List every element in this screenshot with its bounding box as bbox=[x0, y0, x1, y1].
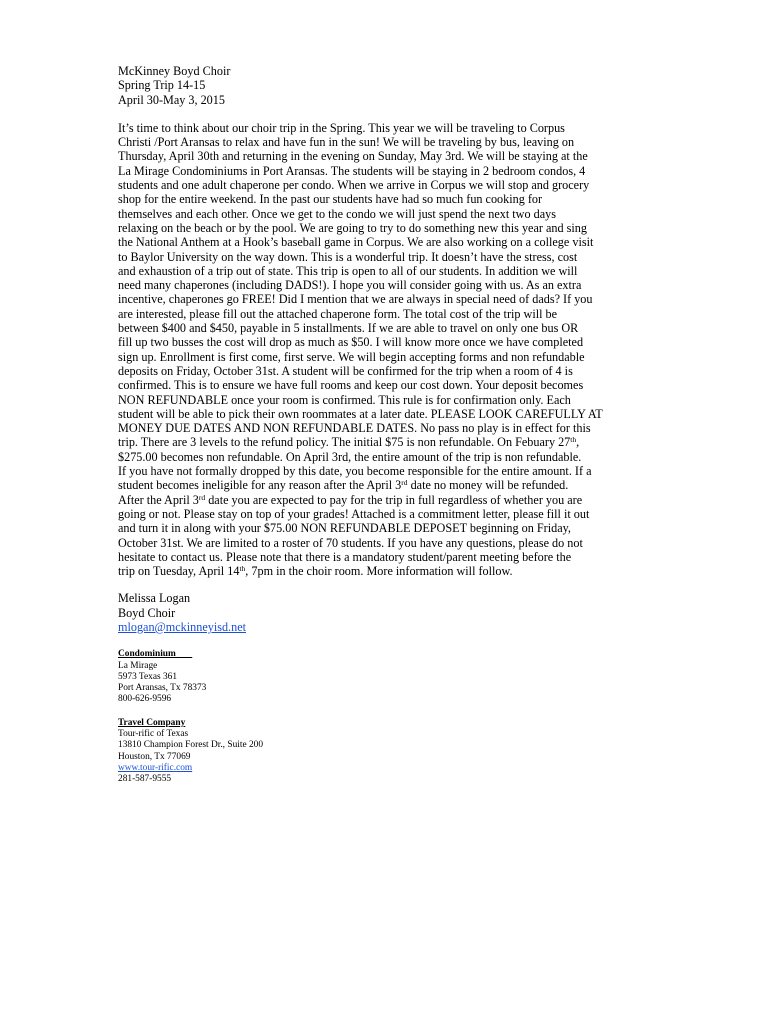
email-link[interactable]: mlogan@mckinneyisd.net bbox=[118, 619, 246, 634]
ineligible-text-end: date no money will be refunded. bbox=[407, 478, 569, 493]
condominium-city: Port Aransas, Tx 78373 bbox=[118, 683, 207, 694]
condominium-title: Condominium bbox=[118, 649, 193, 660]
ordinal-suffix: th bbox=[570, 435, 577, 445]
travel-company-city: Houston, Tx 77069 bbox=[118, 751, 191, 762]
after-text-end: date you are expected to pay for the trip in full regardless of whether you are bbox=[205, 492, 583, 507]
body-line: Christi /Port Aransas to relax and have fun in the sun! We will be traveling by bus, leaving on bbox=[118, 135, 575, 150]
body-line: Thursday, April 30th and returning in the evening on Sunday, May 3rd. We will be staying at the bbox=[118, 149, 588, 164]
condominium-phone: 800-626-9596 bbox=[118, 694, 172, 705]
ineligible-text: student becomes ineligible for any reason after the April 3 bbox=[118, 478, 402, 493]
letter-page bbox=[118, 64, 660, 786]
body-line: fill up two busses the cost will drop as much as $50. I will know more once we have completed bbox=[118, 335, 584, 350]
condominium-name: La Mirage bbox=[118, 660, 158, 671]
signature-block bbox=[118, 591, 660, 634]
body-line: students and one adult chaperone per condo. When we arrive in Corpus we will stop and grocery bbox=[118, 178, 590, 193]
body-line: and turn it in along with your $75.00 NON REFUNDABLE DEPOSET beginning on Friday, bbox=[118, 521, 571, 536]
body-line: going or not. Please stay on top of your grades! Attached is a commitment letter, please fill it out bbox=[118, 506, 590, 521]
travel-company-section bbox=[118, 718, 660, 786]
event-name: Spring Trip 14-15 bbox=[118, 78, 206, 93]
event-dates: April 30-May 3, 2015 bbox=[118, 92, 225, 107]
body-line-ineligible bbox=[118, 478, 660, 492]
body-line-after bbox=[118, 493, 660, 507]
travel-company-name: Tour-rific of Texas bbox=[118, 729, 189, 740]
ordinal-suffix: th bbox=[239, 564, 246, 574]
signer-name: Melissa Logan bbox=[118, 591, 191, 606]
body-line: deposits on Friday, October 31st. A student will be confirmed for the trip when a room of 4 is bbox=[118, 363, 573, 378]
body-line: are interested, please fill out the attached chaperone form. The total cost of the trip will be bbox=[118, 306, 558, 321]
travel-company-phone: 281-587-9555 bbox=[118, 774, 172, 785]
after-text: After the April 3 bbox=[118, 492, 199, 507]
body-line: NON REFUNDABLE once your room is confirmed. This rule is for confirmation only. Each bbox=[118, 392, 571, 407]
body-line-last bbox=[118, 564, 660, 578]
body-line: and exhaustion of a trip out of state. This trip is open to all of our students. In addition we will bbox=[118, 263, 578, 278]
body-line: relaxing on the beach or by the pool. We are going to try to do something new this year and sing bbox=[118, 220, 587, 235]
website-link[interactable]: www.tour-rific.com bbox=[118, 762, 193, 773]
body-line: It’s time to think about our choir trip in the Spring. This year we will be traveling to Corpus bbox=[118, 120, 565, 135]
body-line: confirmed. This is to ensure we have full rooms and keep our cost down. Your deposit becomes bbox=[118, 378, 584, 393]
body-line: need many chaperones (including DADS!). I hope you will consider going with us. As an extra bbox=[118, 278, 582, 293]
body-line: themselves and each other. Once we get to the condo we will just spend the next two days bbox=[118, 206, 556, 221]
body-line: October 31st. We are limited to a roster of 70 students. If you have any questions, please do not bbox=[118, 535, 583, 550]
body-line: student will be able to pick their own roommates at a later date. PLEASE LOOK CAREFULLY AT bbox=[118, 406, 603, 421]
last-text-end: , 7pm in the choir room. More information will follow. bbox=[245, 564, 513, 579]
body-line: incentive, chaperones go FREE! Did I mention that we are always in special need of dads? If you bbox=[118, 292, 593, 307]
body-line: La Mirage Condominiums in Port Aransas. The students will be staying in 2 bedroom condos, 4 bbox=[118, 163, 586, 178]
ordinal-suffix: rd bbox=[198, 492, 206, 502]
body-line: If you have not formally dropped by this date, you become responsible for the entire amount. If a bbox=[118, 464, 592, 479]
signer-org: Boyd Choir bbox=[118, 605, 176, 620]
body-line: hesitate to contact us. Please note that there is a mandatory student/parent meeting before the bbox=[118, 549, 572, 564]
body-line: sign up. Enrollment is first come, first serve. We will begin accepting forms and non refundable bbox=[118, 349, 585, 364]
last-text: trip on Tuesday, April 14 bbox=[118, 564, 240, 579]
refund-text-end: , bbox=[576, 435, 580, 450]
body-line: to Baylor University on the way down. This is a wonderful trip. It doesn’t have the stress, cost bbox=[118, 249, 578, 264]
letter-heading bbox=[118, 64, 660, 107]
refund-text: trip. There are 3 levels to the refund policy. The initial $75 is non refundable. On Febuary 27 bbox=[118, 435, 571, 450]
body-line: MONEY DUE DATES AND NON REFUNDABLE DATES. No pass no play is in effect for this bbox=[118, 421, 591, 436]
condominium-street: 5973 Texas 361 bbox=[118, 671, 178, 682]
body-line-refund bbox=[118, 435, 660, 449]
travel-company-street: 13810 Champion Forest Dr., Suite 200 bbox=[118, 740, 264, 751]
condominium-section bbox=[118, 649, 660, 705]
letter-body bbox=[118, 121, 660, 579]
body-line: shop for the entire weekend. In the past our students have had so much fun cooking for bbox=[118, 192, 543, 207]
org-name: McKinney Boyd Choir bbox=[118, 64, 231, 78]
ordinal-suffix: rd bbox=[401, 478, 408, 488]
travel-company-title: Travel Company bbox=[118, 717, 186, 728]
body-line: between $400 and $450, payable in 5 installments. If we are able to travel on only one bus OR bbox=[118, 321, 579, 336]
body-line: the National Anthem at a Hook’s baseball game in Corpus. We are also working on a college visit bbox=[118, 235, 594, 250]
body-line: $275.00 becomes non refundable. On April 3rd, the entire amount of the trip is non refundable. bbox=[118, 449, 582, 464]
